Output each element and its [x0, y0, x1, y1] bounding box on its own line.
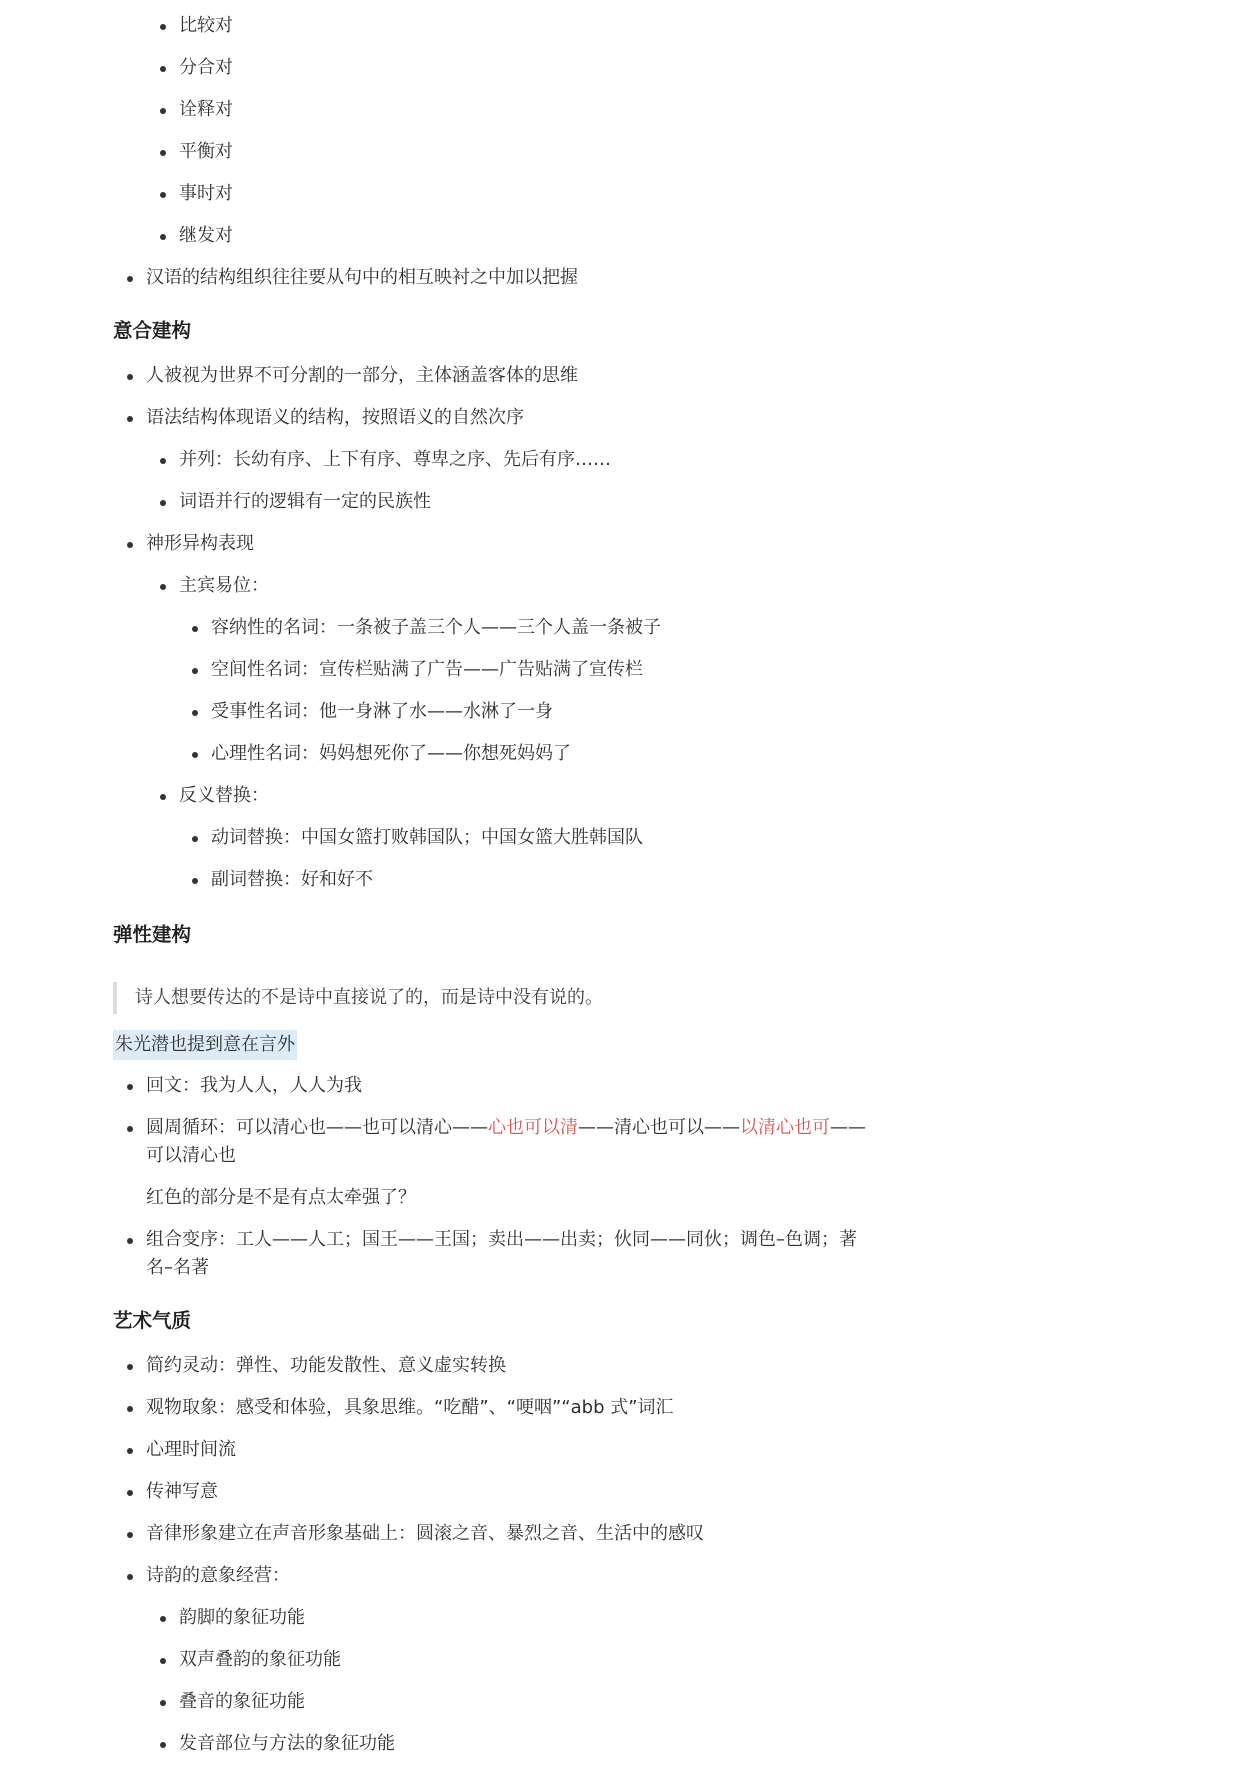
list-item: 音律形象建立在声音形象基础上：圆滚之音、暴烈之音、生活中的感叹 [146, 1520, 704, 1548]
list-item: 回文：我为人人，人人为我 [146, 1072, 362, 1100]
section-heading-tanxing: 弹性建构 [113, 923, 192, 946]
list-item: 心理性名词：妈妈想死你了——你想死妈妈了 [211, 740, 571, 768]
list-item-text: 圆周循环：可以清心也——也可以清心—— [146, 1117, 488, 1138]
section-heading-yihe: 意合建构 [113, 319, 192, 342]
list-item: 平衡对 [179, 138, 233, 166]
list-item: 副词替换：好和好不 [211, 866, 373, 894]
list-item: 传神写意 [146, 1478, 218, 1506]
red-text: 以清心也可 [740, 1117, 830, 1138]
list-item: 语法结构体现语义的结构，按照语义的自然次序 [146, 404, 524, 432]
list-item: 反义替换： [179, 782, 269, 810]
list-item: 受事性名词：他一身淋了水——水淋了一身 [211, 698, 553, 726]
list-item: 空间性名词：宣传栏贴满了广告——广告贴满了宣传栏 [211, 656, 643, 684]
list-item: 叠音的象征功能 [179, 1688, 305, 1716]
list-item: 汉语的结构组织往往要从句中的相互映衬之中加以把握 [146, 264, 578, 292]
list-item: 分合对 [179, 54, 233, 82]
list-item: 心理时间流 [146, 1436, 236, 1464]
list-item: 动词替换：中国女篮打败韩国队；中国女篮大胜韩国队 [211, 824, 643, 852]
list-item: 组合变序：工人——人工；国王——王国；卖出——出卖；伙同——同伙；调色–色调；著名–名著 [146, 1226, 866, 1282]
section-heading-yishu: 艺术气质 [113, 1309, 192, 1332]
list-item: 观物取象：感受和体验，具象思维。“吃醋”、“哽咽”“abb 式”词汇 [146, 1394, 674, 1422]
list-item: 简约灵动：弹性、功能发散性、意义虚实转换 [146, 1352, 506, 1380]
highlighted-note: 朱光潜也提到意在言外 [113, 1030, 297, 1060]
list-item: 比较对 [179, 12, 233, 40]
list-item: 主宾易位： [179, 572, 269, 600]
list-item: 容纳性的名词：一条被子盖三个人——三个人盖一条被子 [211, 614, 661, 642]
list-item: 继发对 [179, 222, 233, 250]
list-item: 神形异构表现 [146, 530, 254, 558]
comment-paragraph: 红色的部分是不是有点太牵强了？ [146, 1187, 416, 1208]
list-item: 发音部位与方法的象征功能 [179, 1730, 395, 1758]
list-item: 事时对 [179, 180, 233, 208]
list-item: 并列：长幼有序、上下有序、尊卑之序、先后有序…… [179, 446, 611, 474]
blockquote: 诗人想要传达的不是诗中直接说了的，而是诗中没有说的。 [113, 982, 603, 1014]
list-item: 韵脚的象征功能 [179, 1604, 305, 1632]
list-item-text: ——可以清心也 [146, 1117, 866, 1166]
list-item: 诗韵的意象经营： [146, 1562, 290, 1590]
list-item: 双声叠韵的象征功能 [179, 1646, 341, 1674]
list-item: 诠释对 [179, 96, 233, 124]
red-text: 心也可以清 [488, 1117, 578, 1138]
list-item [146, 1114, 866, 1170]
list-item: 词语并行的逻辑有一定的民族性 [179, 488, 431, 516]
list-item-text: ——清心也可以—— [578, 1117, 740, 1138]
list-item: 人被视为世界不可分割的一部分，主体涵盖客体的思维 [146, 362, 578, 390]
